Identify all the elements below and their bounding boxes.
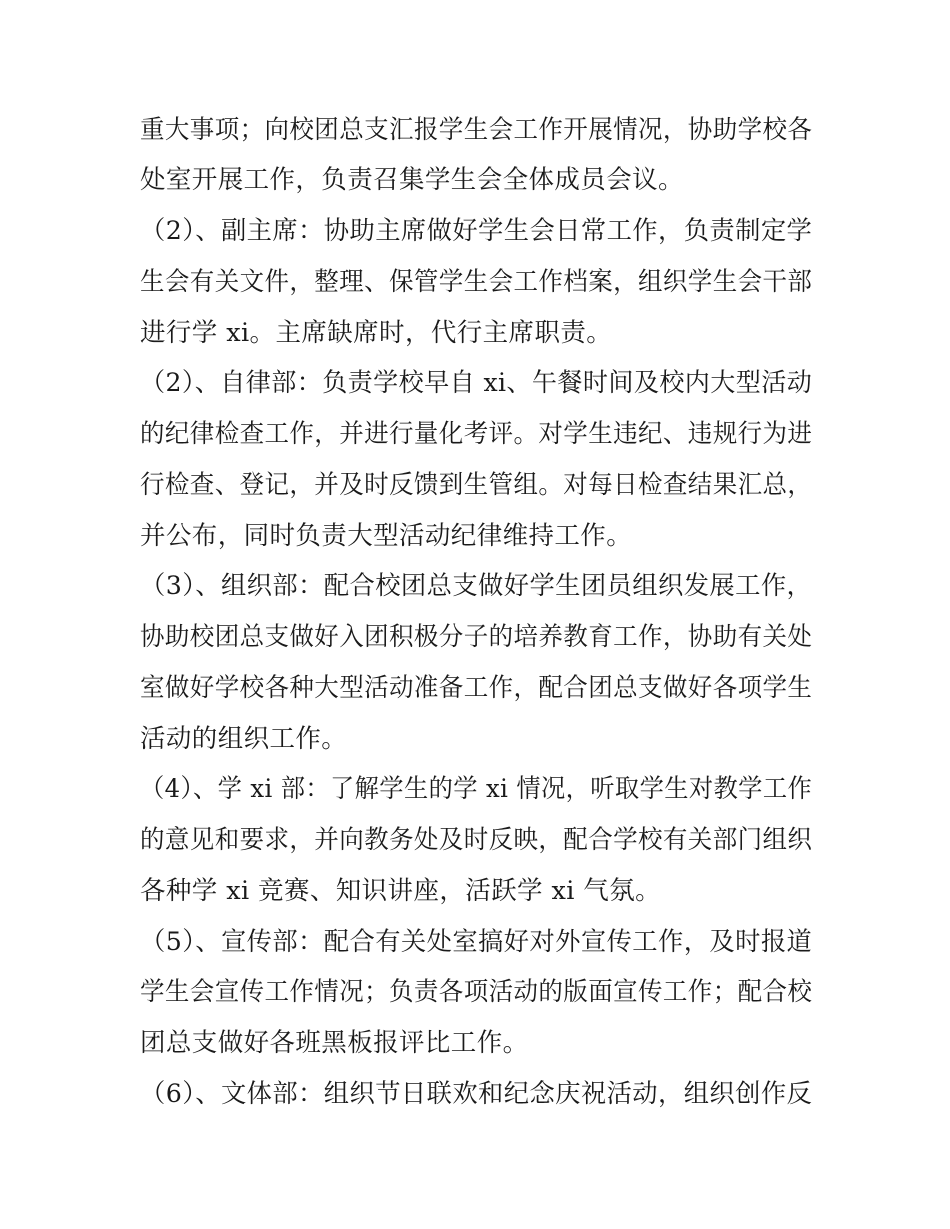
- text-line: （5）、宣传部：配合有关处室搞好对外宣传工作，及时报道: [140, 927, 813, 957]
- text-line: 团总支做好各班黑板报评比工作。: [140, 1028, 529, 1058]
- text-line: 的纪律检查工作，并进行量化考评。对学生违纪、违规行为进: [140, 419, 813, 449]
- text-line: 活动的组织工作。: [140, 724, 348, 754]
- text-line: 并公布，同时负责大型活动纪律维持工作。: [140, 521, 633, 551]
- text-line: 生会有关文件，整理、保管学生会工作档案，组织学生会干部: [140, 267, 813, 297]
- text-line: 重大事项；向校团总支汇报学生会工作开展情况，协助学校各: [140, 115, 813, 145]
- text-line: （6）、文体部：组织节日联欢和纪念庆祝活动，组织创作反: [140, 1079, 813, 1109]
- text-line: 进行学 xi。主席缺席时，代行主席职责。: [140, 318, 613, 348]
- text-line: 协助校团总支做好入团积极分子的培养教育工作，协助有关处: [140, 622, 813, 652]
- text-line: （2）、自律部：负责学校早自 xi、午餐时间及校内大型活动: [140, 368, 813, 398]
- text-line: 学生会宣传工作情况；负责各项活动的版面宣传工作；配合校: [140, 977, 813, 1007]
- text-line: （2）、副主席：协助主席做好学生会日常工作，负责制定学: [140, 216, 813, 246]
- text-line: 的意见和要求，并向教务处及时反映，配合学校有关部门组织: [140, 825, 813, 855]
- text-line: （4）、学 xi 部：了解学生的学 xi 情况，听取学生对教学工作: [140, 774, 813, 804]
- text-line: 各种学 xi 竞赛、知识讲座，活跃学 xi 气氛。: [140, 876, 661, 906]
- text-line: 室做好学校各种大型活动准备工作，配合团总支做好各项学生: [140, 673, 813, 703]
- text-line: 处室开展工作，负责召集学生会全体成员会议。: [140, 165, 684, 195]
- text-line: （3）、组织部：配合校团总支做好学生团员组织发展工作，: [140, 571, 813, 601]
- text-line: 行检查、登记，并及时反馈到生管组。对每日检查结果汇总，: [140, 470, 813, 500]
